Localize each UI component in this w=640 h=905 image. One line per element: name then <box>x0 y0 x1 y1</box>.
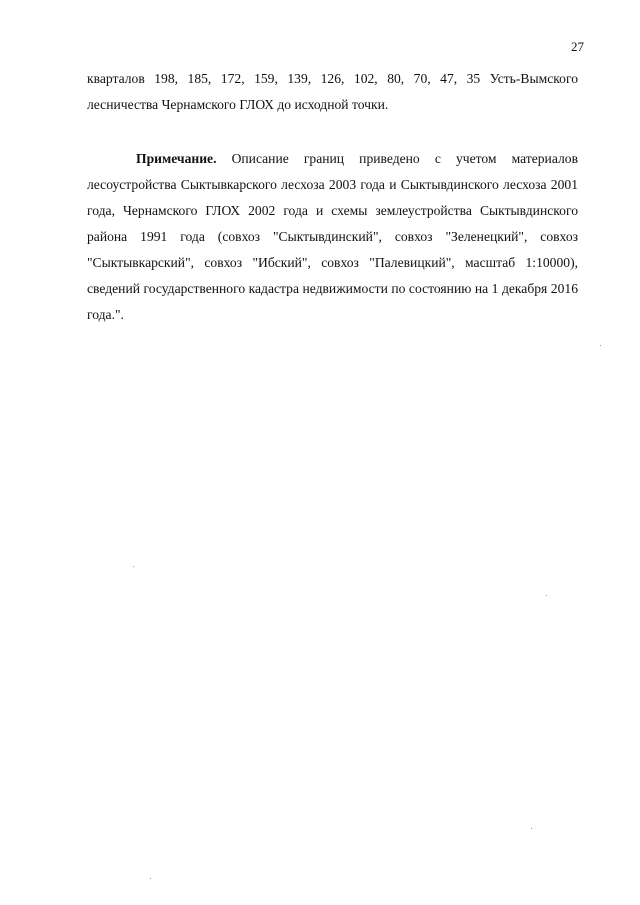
scan-speck <box>150 878 151 879</box>
note-text: Описание границ приведено с учетом материалов лесоустройства Сыктывкарского лесхоза 2003 года и Сыктывдинского лесхоза 2001 года, Чернамского ГЛОХ 2002 года и схемы землеустройства Сыктывдинского района 1991 года (совхоз "Сыктывдинский", совхоз "Зеленецкий", совхоз "Сыктывкарский", совхоз "Ибский", совхоз "Палевицкий", масштаб 1:10000), сведений государственного кадастра недвижимости по состоянию на 1 декабря 2016 года.". <box>87 151 578 322</box>
scan-speck <box>531 828 532 829</box>
note-paragraph <box>87 146 578 328</box>
page-number: 27 <box>571 39 584 54</box>
scan-speck <box>546 595 547 596</box>
note-label: Примечание. <box>136 151 217 166</box>
scan-speck <box>600 345 601 346</box>
scan-speck <box>133 566 134 567</box>
boundary-description-ending: кварталов 198, 185, 172, 159, 139, 126, 102, 80, 70, 47, 35 Усть-Вымского лесничества Чернамского ГЛОХ до исходной точки. <box>87 71 578 112</box>
